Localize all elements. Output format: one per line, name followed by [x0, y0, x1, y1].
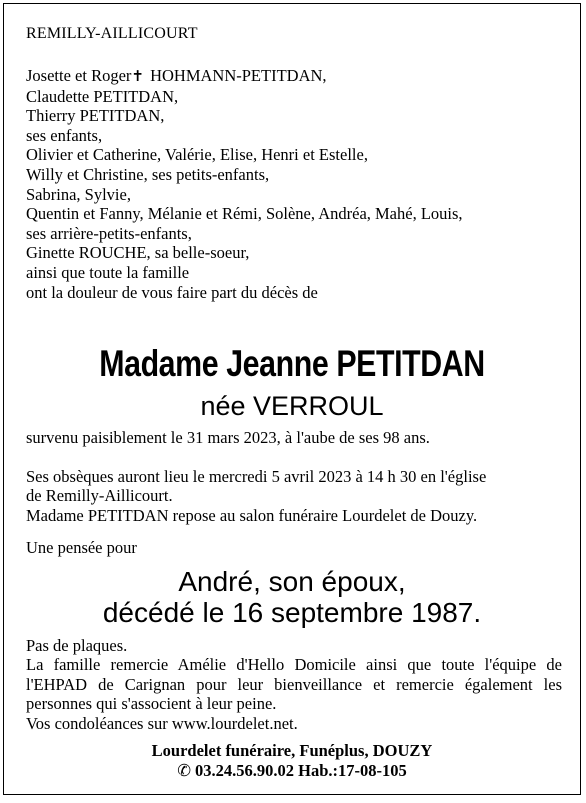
family-line: Olivier et Catherine, Valérie, Elise, Henri et Estelle, — [26, 145, 368, 165]
family-line: ses enfants, — [26, 125, 103, 145]
family-line — [26, 66, 463, 87]
family-line: Claudette PETITDAN, — [26, 86, 179, 106]
deceased-name: Madame Jeanne PETITDAN — [99, 343, 485, 384]
thanks-paragraph: La famille remercie Amélie d'Hello Domicile ainsi que toute l'équipe de l'EHPAD de Carignan pour leur bienveillance et remercie également les personnes qui s'associent à leur peine. — [26, 655, 562, 714]
funeral-details — [26, 467, 562, 525]
husband-death-date: décédé le 16 septembre 1987. — [102, 597, 482, 628]
family-line: ainsi que toute la famille — [26, 262, 190, 282]
phone-number: 03.24.56.90.02 Hab.:17-08-105 — [195, 761, 407, 780]
family-line: Sabrina, Sylvie, — [26, 184, 131, 204]
family-line: Ginette ROUCHE, sa belle-soeur, — [26, 243, 250, 263]
family-line: Quentin et Fanny, Mélanie et Rémi, Solène, Andréa, Mahé, Louis, — [26, 204, 463, 224]
funeral-line: de Remilly-Aillicourt. — [26, 486, 173, 506]
husband-name: André, son époux, — [178, 566, 406, 597]
maiden-name: née VERROUL — [200, 391, 384, 421]
thought-intro: Une pensée pour — [26, 538, 137, 557]
funeral-home-contact — [4, 761, 580, 781]
family-name-hohmann: HOHMANN-PETITDAN, — [145, 66, 327, 85]
family-line: ses arrière-petits-enfants, — [26, 223, 192, 243]
obituary-notice — [3, 3, 581, 795]
family-list — [26, 66, 463, 302]
death-statement: survenu paisiblement le 31 mars 2023, à l'aube de ses 98 ans. — [26, 428, 430, 447]
family-line: Willy et Christine, ses petits-enfants, — [26, 164, 270, 184]
family-line: Thierry PETITDAN, — [26, 106, 165, 126]
funeral-line: Madame PETITDAN repose au salon funéraire Lourdelet de Douzy. — [26, 505, 478, 525]
funeral-home-name: Lourdelet funéraire, Funéplus, DOUZY — [151, 741, 433, 760]
family-name-josette-roger: Josette et Roger — [26, 66, 132, 85]
phone-icon: ✆ — [177, 761, 192, 780]
town-header: REMILLY-AILLICOURT — [26, 25, 198, 42]
condolences-line: Vos condoléances sur www.lourdelet.net. — [26, 713, 298, 733]
family-line: ont la douleur de vous faire part du décès de — [26, 282, 318, 302]
no-plaques-note: Pas de plaques. — [26, 636, 128, 655]
closing-notes — [26, 636, 562, 733]
funeral-line: Ses obsèques auront lieu le mercredi 5 avril 2023 à 14 h 30 en l'église — [26, 467, 487, 486]
funeral-home-footer — [4, 741, 580, 781]
cross-icon: ✝ — [131, 67, 144, 85]
